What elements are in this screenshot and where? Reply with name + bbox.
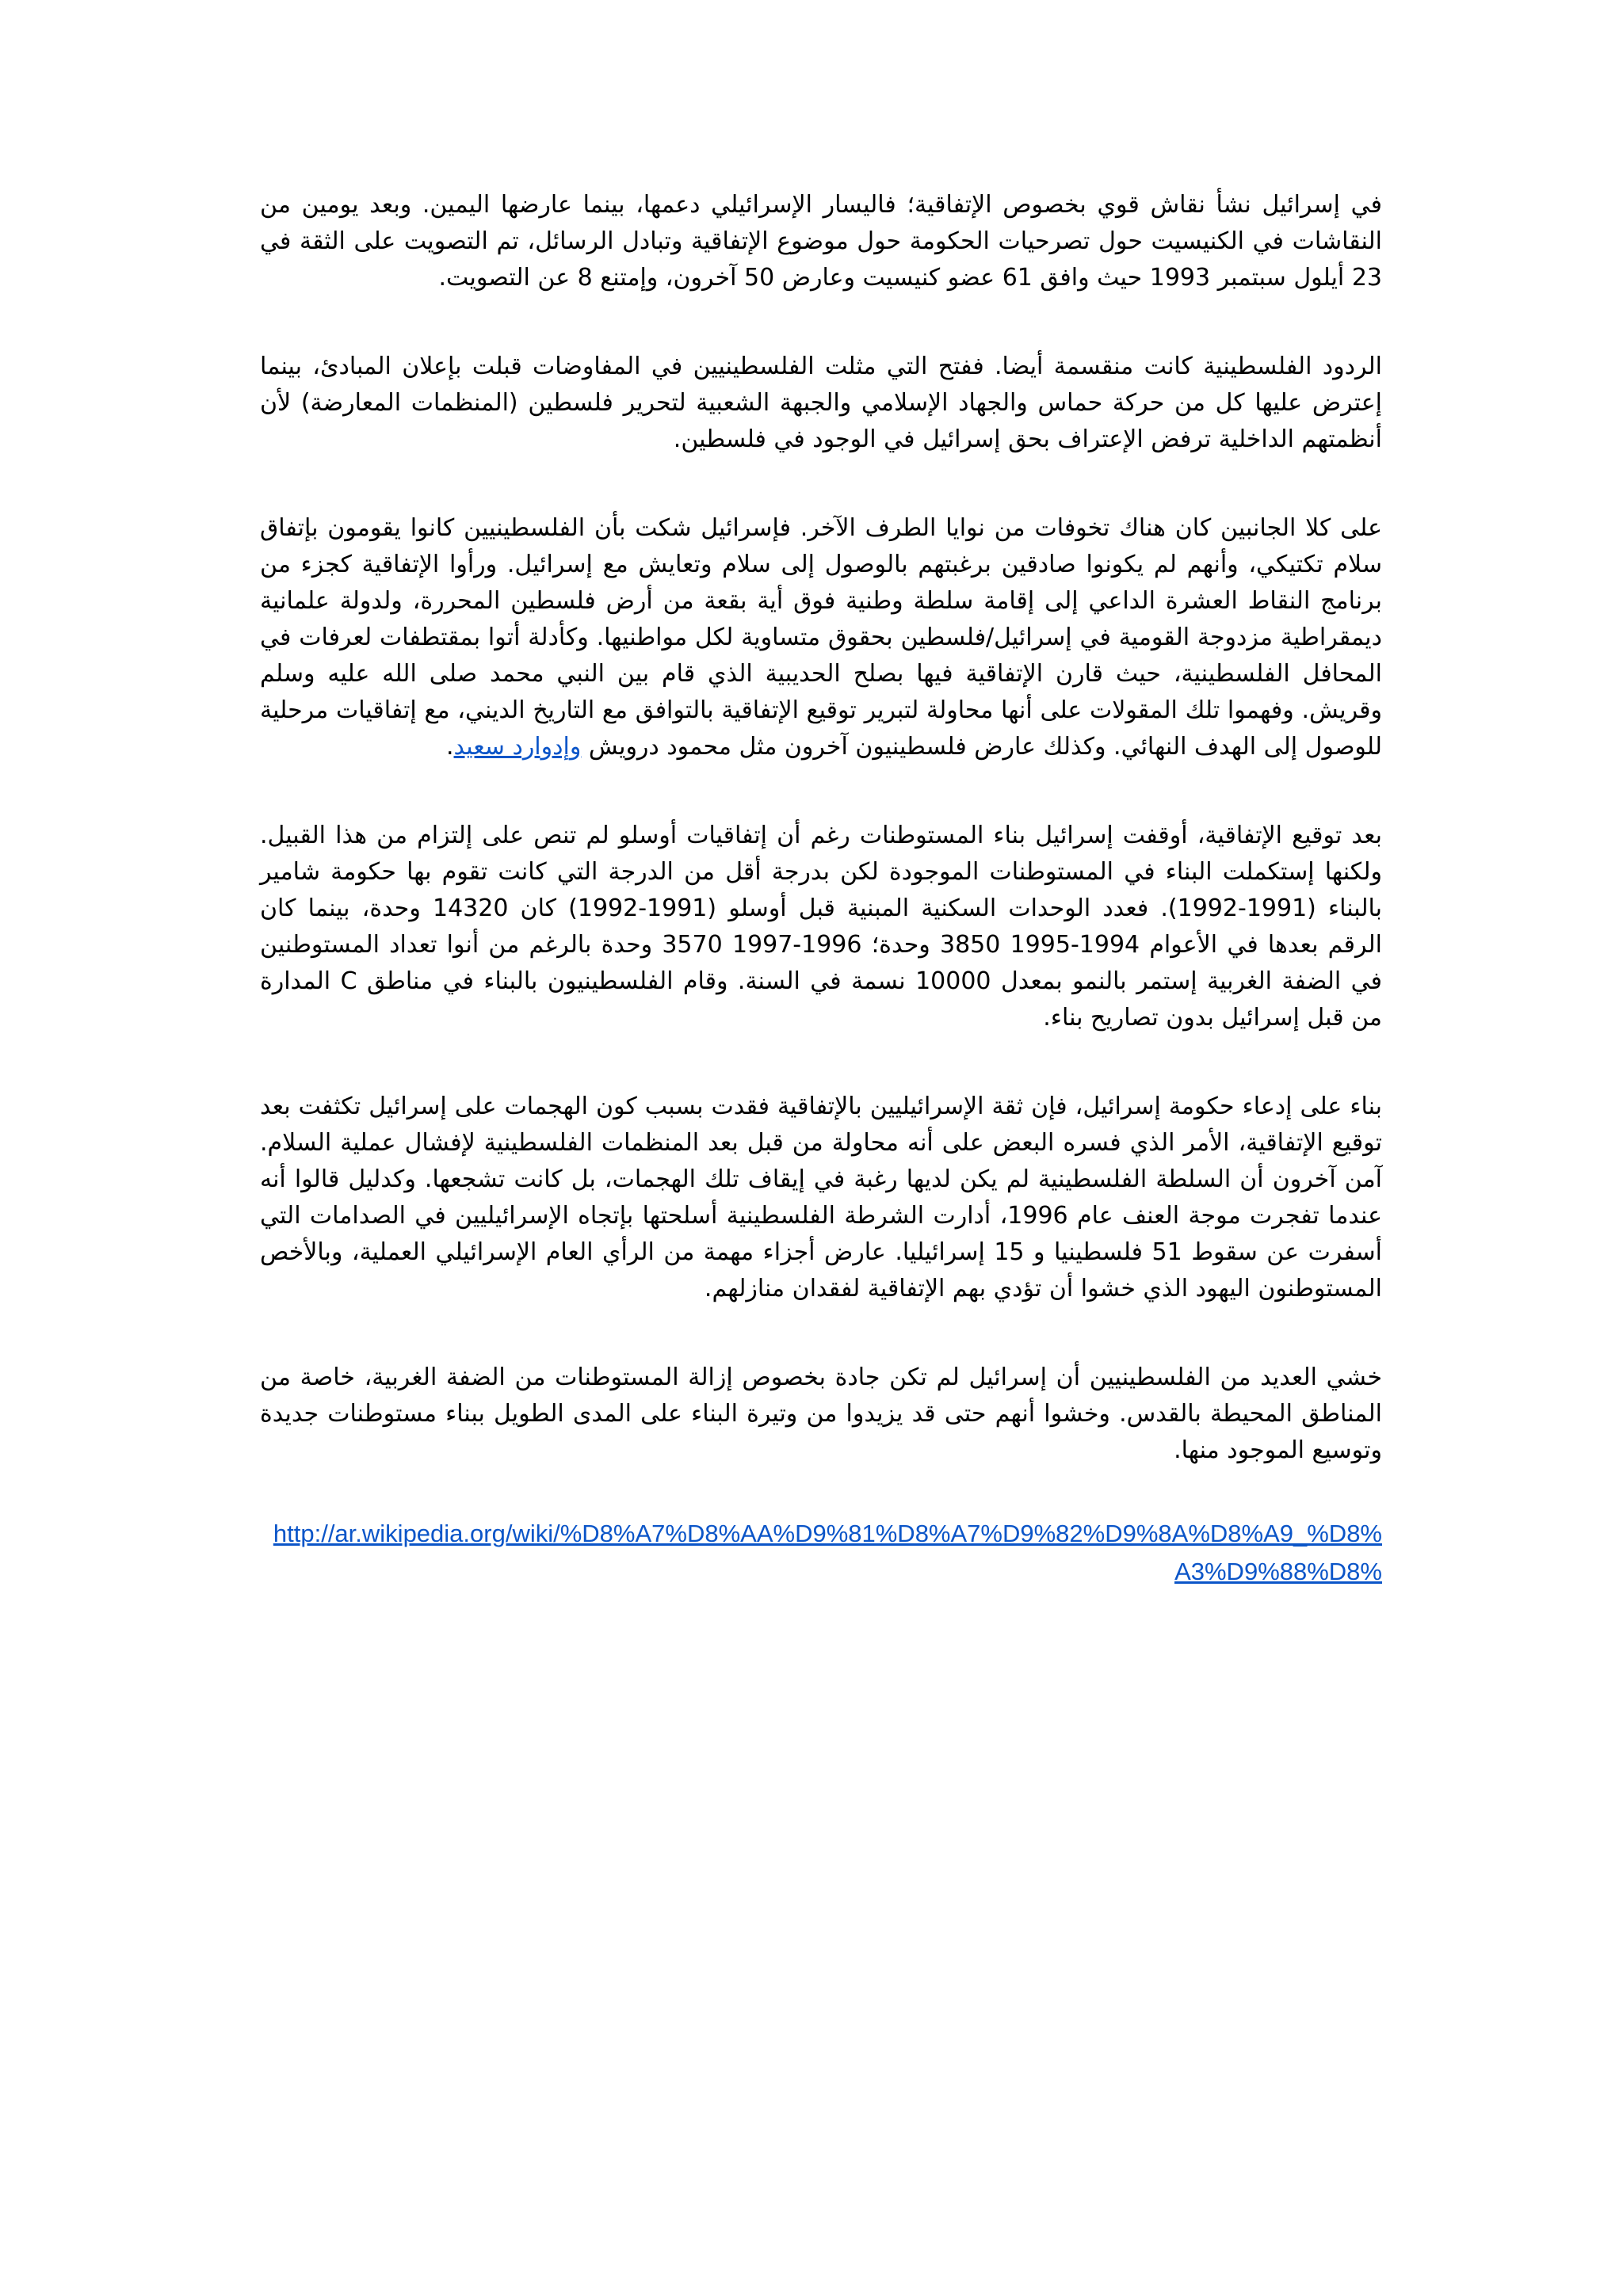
paragraph-text: خشي العديد من الفلسطينيين أن إسرائيل لم تكن جادة بخصوص إزالة المستوطنات من الضفة الغربية، خاصة من المناطق المحيطة بالقدس. وخشوا أنهم حتى قد يزيدوا من وتيرة البناء على المدى الطويل ببناء مستوطنات جديدة وتوسيع الموجود منها. [260,1363,1382,1464]
paragraph-text: على كلا الجانبين كان هناك تخوفات من نوايا الطرف الآخر. فإسرائيل شكت بأن الفلسطينيين كانوا يقومون بإتفاق سلام تكتيكي، وأنهم لم يكونوا صادقين برغبتهم بالوصول إلى سلام وتعايش مع إسرائيل. ورأوا الإتفاقية كجزء من برنامج النقاط العشرة الداعي إلى إقامة سلطة وطنية فوق أية بقعة من أرض فلسطين المحررة، ولدولة علمانية ديمقراطية مزدوجة القومية في إسرائيل/فلسطين بحقوق متساوية لكل مواطنيها. وكأدلة أتوا بمقتطفات لعرفات في المحافل الفلسطينية، حيث قارن الإتفاقية فيها بصلح الحديبية الذي قام بين النبي محمد صلى الله عليه وسلم وقريش. وفهموا تلك المقولات على أنها محاولة لتبرير توقيع الإتفاقية بالتوافق مع التاريخ الديني، مع إتفاقيات مرحلية للوصول إلى الهدف النهائي. وكذلك عارض فلسطينيون آخرون مثل محمود درويش [260,514,1382,761]
paragraph-israeli-trust [260,1089,1382,1307]
paragraph-text: بعد توقيع الإتفاقية، أوقفت إسرائيل بناء المستوطنات رغم أن إتفاقيات أوسلو لم تنص على إلتزام من هذا القبيل. ولكنها إستكملت البناء في المستوطنات الموجودة لكن بدرجة أقل من الدرجة التي كانت تقوم بها حكومة شامير بالبناء (1991-1992). فعدد الوحدات السكنية المبنية قبل أوسلو (1991-1992) كان 14320 وحدة، بينما كان الرقم بعدها في الأعوام 1994-1995 3850 وحدة؛ 1996-1997 3570 وحدة بالرغم من أنوا تعداد المستوطنين في الضفة الغربية إستمر بالنمو بمعدل 10000 نسمة في السنة. وقام الفلسطينيون بالبناء في مناطق C المدارة من قبل إسرائيل بدون تصاريح بناء. [260,822,1382,1032]
paragraph-text: في إسرائيل نشأ نقاش قوي بخصوص الإتفاقية؛ فاليسار الإسرائيلي دعمها، بينما عارضها اليمين. وبعد يومين من النقاشات في الكنيسيت حول تصرحيات الحكومة حول موضوع الإتفاقية وتبادل الرسائل، تم التصويت على الثقة في 23 أيلول سبتمبر 1993 حيث وافق 61 عضو كنيسيت وعارض 50 آخرون، وإمتنع 8 عن التصويت. [260,191,1382,292]
paragraph-text: الردود الفلسطينية كانت منقسمة أيضا. ففتح التي مثلت الفلسطينيين في المفاوضات قبلت بإعلان المبادئ، بينما إعترض عليها كل من حركة حماس والجهاد الإسلامي والجبهة الشعبية لتحرير فلسطين (المنظمات المعارضة) لأن أنظمتهم الداخلية ترفض الإعتراف بحق إسرائيل في الوجود في فلسطين. [260,353,1382,453]
paragraph-palestinian-responses [260,349,1382,458]
source-url-link[interactable] [260,1515,1382,1591]
paragraph-palestinian-fears [260,1360,1382,1469]
paragraph-text-end: . [445,733,454,761]
edward-said-link[interactable]: وإدوارد سعيد [453,733,582,761]
document-body [260,187,1382,1591]
paragraph-text: بناء على إدعاء حكومة إسرائيل، فإن ثقة الإسرائيليين بالإتفاقية فقدت بسبب كون الهجمات على إسرائيل تكثفت بعد توقيع الإتفاقية، الأمر الذي فسره البعض على أنه محاولة من قبل بعد المنظمات الفلسطينية لإفشال عملية السلام. آمن آخرون أن السلطة الفلسطينية لم يكن لديها رغبة في إيقاف تلك الهجمات، بل كانت تشجعها. وكدليل قالوا أنه عندما تفجرت موجة العنف عام 1996، أدارت الشرطة الفلسطينية أسلحتها بإتجاه الإسرائيليين في الصدامات التي أسفرت عن سقوط 51 فلسطينيا و 15 إسرائيليا. عارض أجزاء مهمة من الرأي العام الإسرائيلي العملية، وبالأخص المستوطنون اليهود الذي خشوا أن تؤدي بهم الإتفاقية لفقدان منازلهم. [260,1093,1383,1302]
paragraph-knesset-vote [260,187,1382,296]
paragraph-settlements [260,818,1382,1036]
paragraph-mutual-suspicions [260,510,1382,765]
source-url-text[interactable]: http://ar.wikipedia.org/wiki/%D8%A7%D8%AA%D9%81%D8%A7%D9%82%D9%8A%D8%A9_%D8%A3%D9%88%D8% [273,1520,1382,1585]
